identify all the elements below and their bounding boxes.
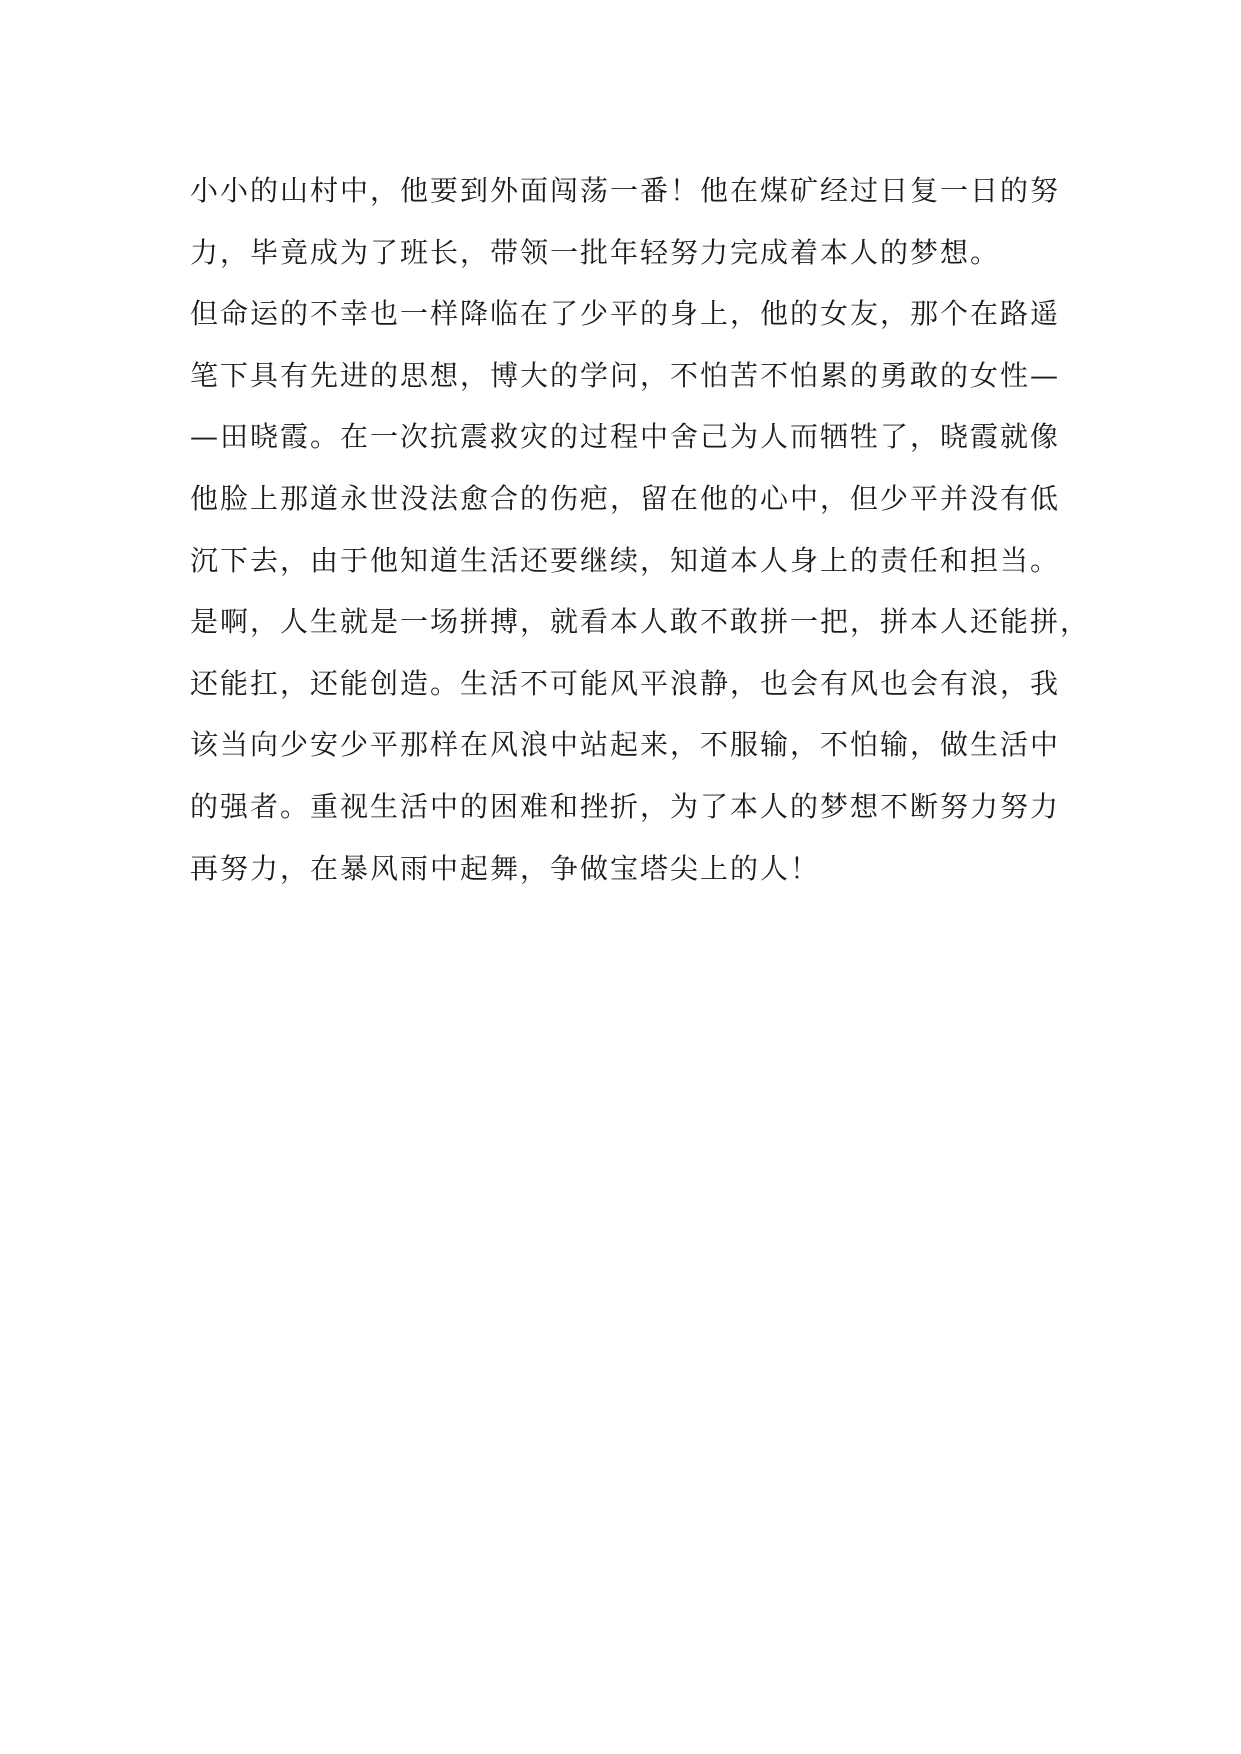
text-line: 该当向少安少平那样在风浪中站起来，不服输，不怕输，做生活中 [190, 728, 1061, 762]
body-text [190, 160, 1091, 899]
text-line: —田晓霞。在一次抗震救灾的过程中舍己为人而牺牲了，晓霞就像 [190, 420, 1061, 454]
text-line: 笔下具有先进的思想，博大的学问，不怕苦不怕累的勇敢的女性— [190, 358, 1061, 392]
text-line: 沉下去，由于他知道生活还要继续，知道本人身上的责任和担当。 [190, 543, 1061, 577]
text-line: 的强者。重视生活中的困难和挫折，为了本人的梦想不断努力努力 [190, 789, 1061, 823]
text-line: 是啊，人生就是一场拼搏，就看本人敢不敢拼一把，拼本人还能拼， [190, 605, 1091, 639]
text-line: 但命运的不幸也一样降临在了少平的身上，他的女友，那个在路遥 [190, 297, 1061, 331]
text-line: 还能扛，还能创造。生活不可能风平浪静，也会有风也会有浪，我 [190, 666, 1061, 700]
text-line: 力，毕竟成为了班长，带领一批年轻努力完成着本人的梦想。 [190, 235, 1001, 269]
text-line: 再努力，在暴风雨中起舞，争做宝塔尖上的人！ [190, 851, 821, 885]
text-line: 他脸上那道永世没法愈合的伤疤，留在他的心中，但少平并没有低 [190, 481, 1061, 515]
text-line: 小小的山村中，他要到外面闯荡一番！他在煤矿经过日复一日的努 [190, 174, 1061, 207]
